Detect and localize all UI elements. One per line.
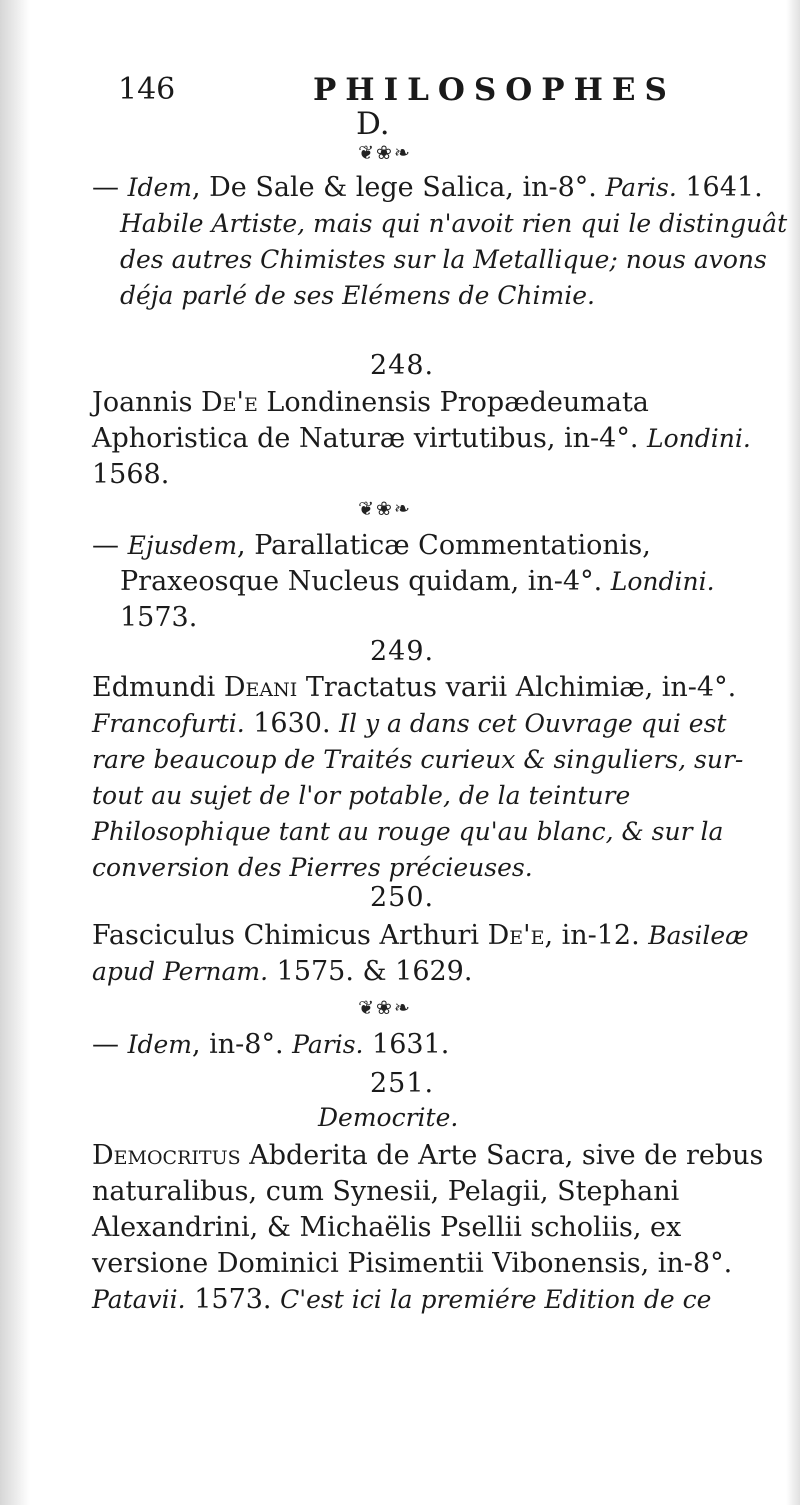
entry-251 (92, 1138, 772, 1318)
entry-idem-de-sale (92, 170, 800, 314)
entry-place: Londini. (647, 424, 751, 453)
entry-year: 1573. (185, 1284, 281, 1315)
entry-year: 1630. (244, 708, 340, 739)
entry-title: , in-12. (544, 920, 649, 951)
dash: — (92, 1029, 128, 1060)
entry-note: C'est ici la premiére Edition de ce (280, 1285, 712, 1314)
entry-subheading: Democrite. (318, 1103, 459, 1132)
entry-249 (92, 670, 772, 886)
running-title: PHILOSOPHES (313, 72, 676, 108)
entry-author: Ejusdem (127, 531, 238, 560)
entry-number: 250. (370, 882, 435, 913)
entry-number: 249. (370, 636, 435, 667)
entry-year: 1568. (92, 459, 170, 490)
entry-year: 1573. (120, 602, 198, 633)
entry-place: Paris. (292, 1030, 364, 1059)
entry-author: Deani (223, 672, 298, 703)
section-letter: D. (356, 106, 390, 142)
entry-place: Paris. (605, 173, 677, 202)
entry-place: Londini. (610, 567, 715, 596)
entry-number: 248. (370, 350, 435, 381)
page-number: 146 (118, 72, 176, 107)
entry-text-part: Edmundi (92, 672, 224, 703)
entry-250 (92, 918, 772, 990)
entry-author: Idem (127, 173, 192, 202)
ornament: ❦❀❧ (358, 498, 412, 520)
dash: — (92, 530, 128, 561)
entry-title: Abderita de Arte Sacra, sive de rebus naturalibus, cum Synesii, Pelagii, Stephani Alexandrini, & Michaëlis Psellii scholiis, ex versione Dominici Pisimentii Vibonensis, in-8°. (92, 1140, 764, 1279)
entry-title: , De Sale & lege Salica, in-8°. (191, 172, 606, 203)
entry-text-part: Fasciculus Chimicus Arthuri (92, 920, 488, 951)
ornament: ❦❀❧ (358, 142, 412, 164)
entry-author: De'e (201, 387, 258, 418)
entry-place: Basileæ apud Pernam. (92, 921, 749, 986)
entry-year: 1641. (676, 172, 763, 203)
entry-248 (92, 385, 772, 493)
entry-year: 1631. (363, 1029, 450, 1060)
entry-note: Habile Artiste, mais qui n'avoit rien qui le distinguât des autres Chimistes sur la Metallique; nous avons déja parlé de ses Elémens de Chimie. (120, 209, 788, 310)
entry-number: 251. (370, 1068, 435, 1099)
ornament: ❦❀❧ (358, 997, 412, 1019)
entry-text-part: Joannis (92, 387, 202, 418)
entry-place: Francofurti. (92, 709, 245, 738)
entry-author: Democritus (92, 1140, 241, 1171)
entry-title: , Parallaticæ Commentationis, Praxeosque Nucleus quidam, in-4°. (120, 530, 651, 597)
gutter-shadow (0, 0, 30, 1505)
dash: — (92, 172, 128, 203)
entry-title: Tractatus varii Alchimiæ, in-4°. (297, 672, 737, 703)
entry-author: Idem (127, 1030, 192, 1059)
entry-title: , in-8°. (191, 1029, 293, 1060)
entry-place: Patavii. (92, 1285, 186, 1314)
entry-idem-paris (92, 1027, 800, 1063)
page-header (118, 72, 758, 112)
entry-year: 1575. & 1629. (268, 956, 473, 987)
entry-note: Il y a dans cet Ouvrage qui est rare beaucoup de Traités curieux & singuliers, sur-tout au sujet de l'or potable, de la teinture Philosophique tant au rouge qu'au blanc, & sur la conversion des Pierres précieuses. (92, 709, 744, 882)
entry-title: Londinensis Propædeumata Aphoristica de Naturæ virtutibus, in-4°. (92, 387, 649, 454)
entry-ejusdem (92, 528, 800, 636)
entry-author: De'e (487, 920, 545, 951)
